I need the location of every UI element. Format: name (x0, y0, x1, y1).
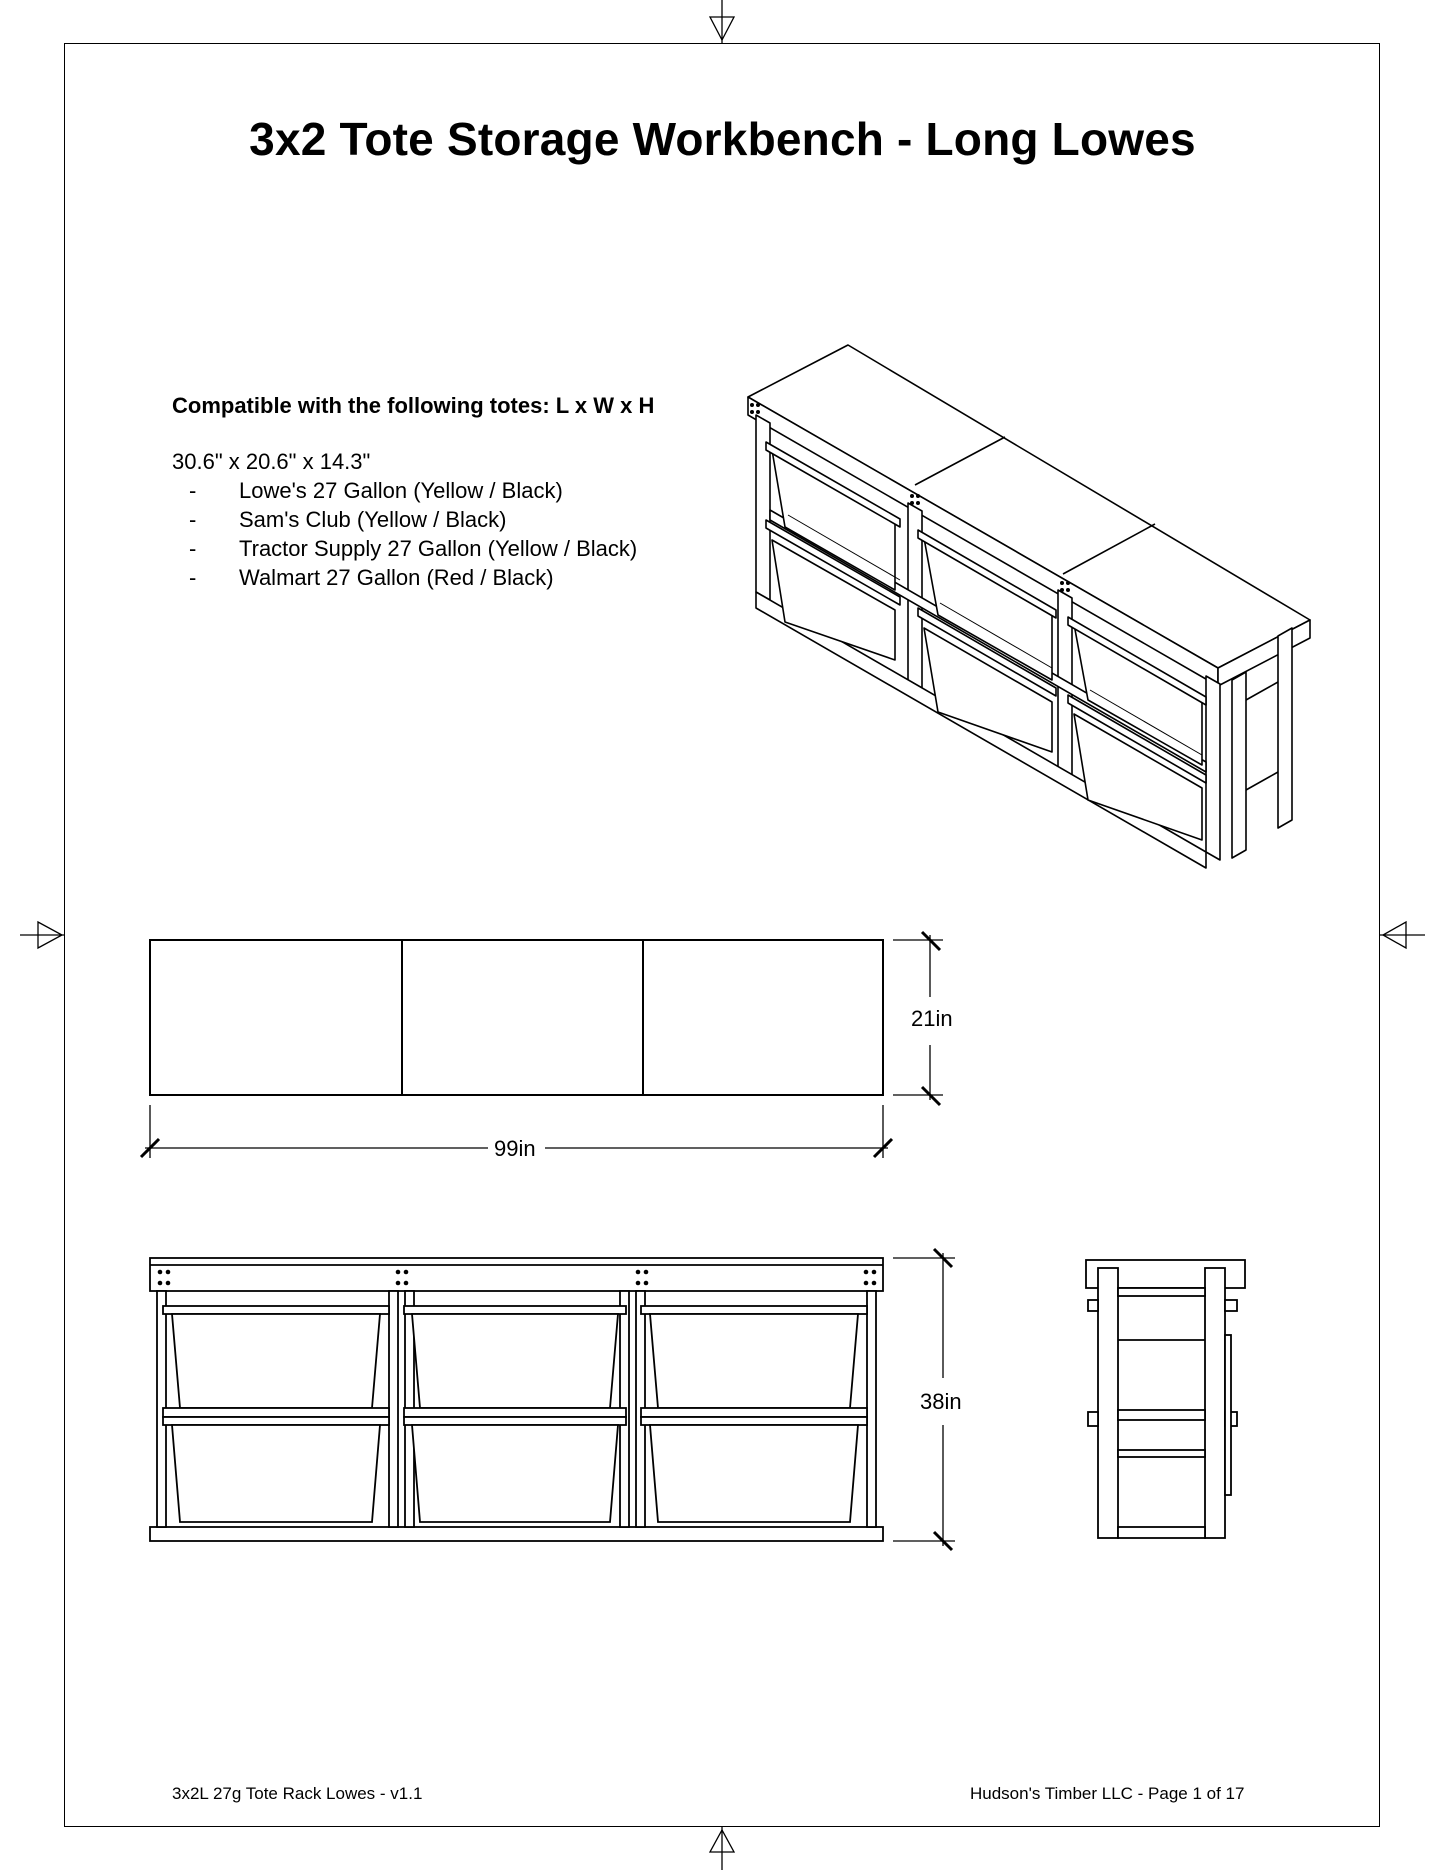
height-dimension-label: 38in (920, 1389, 962, 1414)
tote-name: Sam's Club (Yellow / Black) (239, 507, 507, 532)
list-item (172, 478, 563, 504)
front-view (150, 1258, 883, 1541)
tote-name: Lowe's 27 Gallon (Yellow / Black) (239, 478, 563, 503)
tote-name: Tractor Supply 27 Gallon (Yellow / Black) (239, 536, 638, 561)
isometric-view (748, 345, 1310, 868)
list-item (172, 536, 637, 562)
footer-page-info: Hudson's Timber LLC - Page 1 of 17 (970, 1784, 1245, 1803)
tote-dimensions: 30.6" x 20.6" x 14.3" (172, 449, 371, 474)
side-view (1086, 1260, 1245, 1538)
bullet: - (189, 536, 197, 561)
compatibility-heading: Compatible with the following totes: L x W x H (172, 393, 655, 418)
length-dimension-label: 99in (494, 1136, 536, 1161)
list-item (172, 507, 506, 533)
bullet: - (189, 507, 197, 532)
tote-name: Walmart 27 Gallon (Red / Black) (239, 565, 554, 590)
list-item (172, 565, 554, 591)
bullet: - (189, 565, 197, 590)
page-title: 3x2 Tote Storage Workbench - Long Lowes (249, 113, 1196, 165)
bullet: - (189, 478, 197, 503)
width-dimension-label: 21in (911, 1006, 953, 1031)
top-view (150, 940, 883, 1095)
footer-document-id: 3x2L 27g Tote Rack Lowes - v1.1 (172, 1784, 423, 1803)
